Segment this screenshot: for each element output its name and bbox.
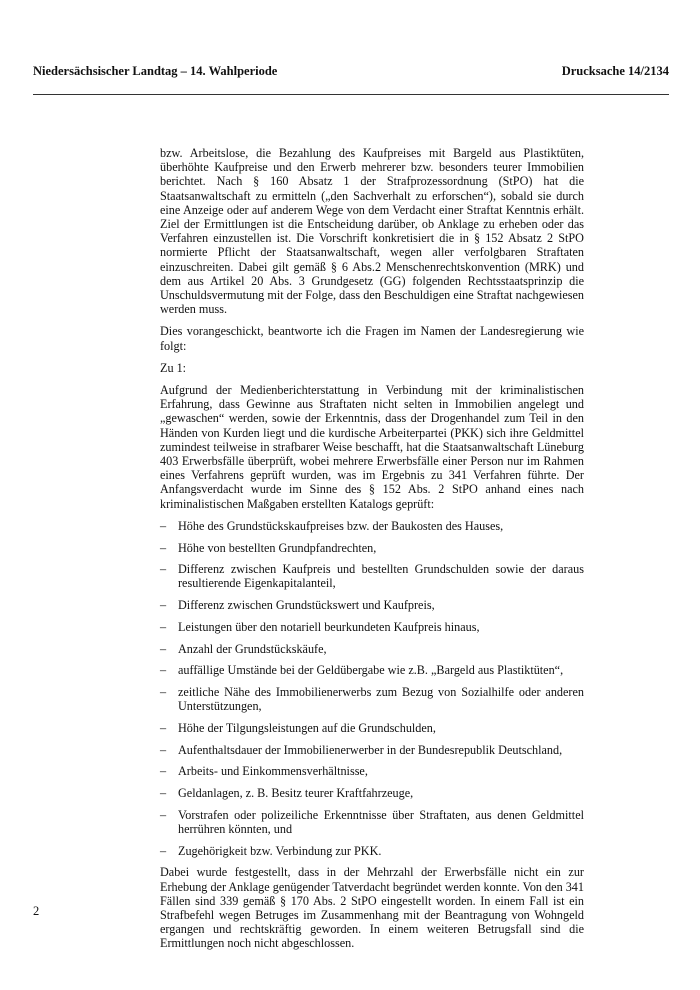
dash-bullet: – [160,742,167,757]
dash-bullet: – [160,764,167,779]
list-item [160,519,584,533]
paragraph-preface: Dies vorangeschickt, beantworte ich die Fragen im Namen der Landesregierung wie folgt: [160,324,584,353]
list-item-text: Höhe des Grundstückskaufpreises bzw. der Baukosten des Hauses, [178,518,504,533]
list-item-text: Differenz zwischen Grundstückswert und Kaufpreis, [178,598,435,613]
paragraph-result: Dabei wurde festgestellt, dass in der Mehrzahl der Erwerbsfälle nicht ein zur Erhebung der Anklage genügender Tatverdacht begründet werden konnte. Von den 341 Fällen sind 339 gemäß § 170 Abs. 2 StPO eingestellt worden. In einem Fall ist ein Strafbefehl wegen Betruges im Zusammenhang mit der Beantragung von Wohngeld ergangen und rechtskräftig geworden. In einem weiteren Betrugsfall sind die Ermittlungen noch nicht abgeschlossen. [160,865,584,951]
list-item [160,620,584,634]
list-item-text: Aufenthaltsdauer der Immobilienerwerber in der Bundesrepublik Deutschland, [178,742,563,757]
list-item [160,541,584,555]
list-item [160,562,584,590]
criteria-list [160,519,584,858]
list-item-text: Zugehörigkeit bzw. Verbindung zur PKK. [178,843,382,858]
list-item [160,808,584,836]
dash-bullet: – [160,518,167,533]
list-item [160,663,584,677]
list-item-text: Vorstrafen oder polizeiliche Erkenntnisse über Straftaten, aus denen Geldmittel herrühren könnten, und [178,807,584,836]
list-item-text: zeitliche Nähe des Immobilienerwerbs zum Bezug von Sozialhilfe oder anderen Unterstützungen, [178,685,584,714]
paragraph-intro: bzw. Arbeitslose, die Bezahlung des Kaufpreises mit Bargeld aus Plastiktüten, überhöhte Kaufpreise und den Erwerb mehrerer bzw. besonders teurer Immobilien berichtet. Nach § 160 Absatz 1 der Strafprozessordnung (StPO) hat die Staatsanwaltschaft zu ermitteln („den Sachverhalt zu erforschen“), sobald sie durch eine Anzeige oder auf anderem Wege von dem Verdacht einer Straftat Kenntnis erhält. Ziel der Ermittlungen ist die Entscheidung darüber, ob Anklage zu erheben oder das Verfahren einzustellen ist. Die Vorschrift konkretisiert die in § 152 Absatz 2 StPO normierte Pflicht der Staatsanwaltschaft, wegen aller verfolgbaren Straftaten einzuschreiten. Dabei gilt gemäß § 6 Abs.2 Menschenrechtskonvention (MRK) und dem aus Artikel 20 Abs. 3 Grundgesetz (GG) folgenden Rechtsstaatsprinzip die Unschuldsvermutung mit der Folge, dass den Beschuldigen eine Straftat nachgewiesen werden muss. [160,146,584,317]
list-item-text: Höhe von bestellten Grundpfandrechten, [178,540,377,555]
list-item-text: Differenz zwischen Kaufpreis und bestellten Grundschulden sowie der daraus resultierende Eigenkapitalanteil, [178,562,584,591]
list-item-text: Arbeits- und Einkommensverhältnisse, [178,764,368,779]
dash-bullet: – [160,641,167,656]
list-item [160,764,584,778]
header-title: Niedersächsischer Landtag – 14. Wahlperiode [33,64,278,78]
page-number: 2 [33,904,40,918]
dash-bullet: – [160,807,167,822]
list-item-text: Leistungen über den notariell beurkundeten Kaufpreis hinaus, [178,619,480,634]
document-body [160,146,584,959]
paragraph-answer: Aufgrund der Medienberichterstattung in Verbindung mit der kriminalistischen Erfahrung, dass Gewinne aus Straftaten nicht selten in Immobilien angelegt und „gewaschen“ werden, sowie der Erkenntnis, dass der Drogenhandel zum Teil in den Händen von Kurden liegt und die kurdische Arbeiterpartei (PKK) sich ihre Geldmittel zumindest teilweise in strafbarer Weise beschafft, hat die Staatsanwaltschaft Lüneburg 403 Erwerbsfälle überprüft, wobei mehrere Erwerbsfälle einer Person nur im Rahmen eines Verfahrens geprüft wurden, was im Ergebnis zu 341 Verfahren führte. Der Anfangsverdacht wurde im Sinne des § 152 Abs. 2 StPO anhand eines nach kriminalistischen Maßgaben erstellten Katalogs geprüft: [160,383,584,511]
header-divider [33,94,669,95]
list-item-text: Anzahl der Grundstückskäufe, [178,641,327,656]
header-document-number: Drucksache 14/2134 [561,64,669,78]
dash-bullet: – [160,843,167,858]
dash-bullet: – [160,540,167,555]
dash-bullet: – [160,786,167,801]
dash-bullet: – [160,562,167,577]
list-item-text: Geldanlagen, z. B. Besitz teurer Kraftfahrzeuge, [178,786,414,801]
dash-bullet: – [160,685,167,699]
answer-heading: Zu 1: [160,360,187,375]
list-item [160,743,584,757]
list-item-text: auffällige Umstände bei der Geldübergabe wie z.B. „Bargeld aus Plastiktüten“, [178,663,564,678]
dash-bullet: – [160,720,167,735]
dash-bullet: – [160,619,167,634]
list-item [160,721,584,735]
list-item [160,844,584,858]
dash-bullet: – [160,663,167,678]
dash-bullet: – [160,598,167,613]
page-header [33,64,669,84]
list-item-text: Höhe der Tilgungsleistungen auf die Grundschulden, [178,720,436,735]
list-item [160,598,584,612]
list-item [160,786,584,800]
list-item [160,642,584,656]
list-item [160,685,584,713]
